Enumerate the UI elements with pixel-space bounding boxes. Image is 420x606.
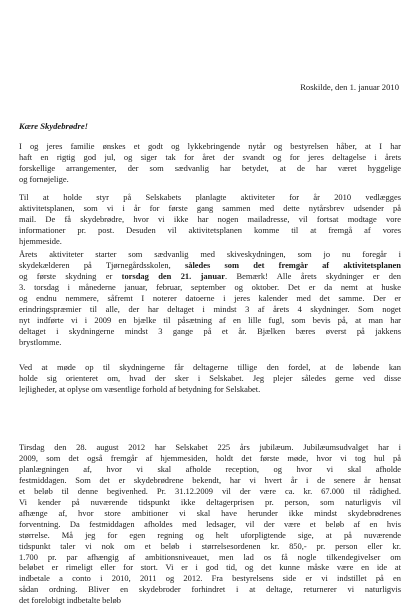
- paragraph-line: informationer pr. post. Desuden vil aktivitetsplanen komme til at fremgå af vores: [19, 224, 401, 235]
- letter-salutation: Kære Skydebrødre!: [19, 121, 88, 131]
- paragraph-line: indbetale a conto i 2010, 2011 og 2012. Fra bestyrelsens side er vi indstillet på en: [19, 573, 401, 584]
- paragraph-line: erindringspræmier til alle, der har deltaget i mindst 3 af årets 4 skydninger. Som noget: [19, 303, 401, 314]
- bold-emphasis: således som det fremgår af aktivitetsplanen: [184, 259, 401, 270]
- paragraph-line: mail. De få skydebrødre, hvor vi ikke har nogen mailadresse, vil fortsat modtage vore: [19, 213, 401, 224]
- paragraph-line: 3. torsdag i månederne januar, februar, september og oktober. Det er da nemt at huske: [19, 281, 401, 292]
- paragraph-line: festmiddagen. Som det er skydebrødrene bekendt, har vi hvert år i de senere år hensat: [19, 474, 401, 485]
- paragraph-line: I og jeres familie ønskes et godt og lykkebringende nytår og bestyrelsen håber, at I har: [19, 141, 401, 151]
- paragraph-line: holde sig orienteret om, hvad der sker i Selskabet. Jeg plejer således gerne ved disse: [19, 372, 401, 383]
- paragraph-line: Til at holde styr på Selskabets planlagte aktiviteter for år 2010 vedlægges: [19, 192, 401, 202]
- paragraph-activity-plan: [19, 192, 401, 247]
- paragraph-line: det forelobigt indbetalte beløb: [19, 595, 121, 606]
- paragraph-line: aktivitetsplanen, som vi i år for første gang sammen med dette nytårsbrev udsender på: [19, 202, 401, 213]
- paragraph-line: brystlomme.: [19, 336, 62, 347]
- paragraph-line: 2009, som det også fremgår af hjemmesiden, holdt det første møde, hvor vi tog hul på: [19, 452, 401, 463]
- paragraph-line: forventning. Da festmiddagen afholdes med ledsager, vil der være et beløb af en hvis: [19, 518, 401, 529]
- paragraph-line: Vi kender på nuværende tidspunkt ikke deltagerprisen pr. person, som naturligvis vil: [19, 496, 401, 507]
- paragraph-attendance-benefit: [19, 362, 401, 395]
- bold-emphasis: torsdag den 21. januar: [121, 270, 226, 281]
- paragraph-line: lejligheder, at oplyse om væsentlige forhold af betydning for Selskabet.: [19, 383, 261, 394]
- paragraph-shooting-schedule: [19, 249, 401, 348]
- paragraph-line: hjemmeside.: [19, 235, 62, 246]
- paragraph-line: Tirsdag den 28. august 2012 har Selskabet 225 års jubilæum. Jubilæumsudvalget har i: [19, 442, 401, 452]
- paragraph-line: Ved at møde op til skydningerne får deltagerne tillige den fordel, at de løbende kan: [19, 362, 401, 372]
- paragraph-greeting: [19, 141, 401, 185]
- paragraph-line: deltaget i skydningerne mindst 3 gange på et år. Bjælken bæres øverst på jakkens: [19, 325, 401, 336]
- paragraph-line: sådan ordning. Bliver en skydebroder forhindret i at deltage, returnerer vi naturligvis: [19, 584, 401, 595]
- paragraph-line: planlægningen af, hvor vi skal afholde reception, og hvor vi skal afholde: [19, 463, 401, 474]
- paragraph-line: størrelse. Må jeg for egen regning og helt uforpligtende sige, at på nuværende: [19, 529, 401, 540]
- paragraph-line: et beløb til denne begivenhed. Pr. 31.12.2009 vil der være ca. kr. 67.000 til rådighed.: [19, 485, 401, 496]
- paragraph-line: haft en rigtig god jul, og siger tak for året der svandt og for jeres deltagelse i årets: [19, 151, 401, 162]
- paragraph-line: og fornøjelige.: [19, 173, 69, 184]
- paragraph-line: tidspunkt taler vi nok om et beløb i størrelsesordenen kr. 850,- pr. person eller kr.: [19, 540, 401, 551]
- paragraph-line: Årets aktiviteter starter som sædvanlig med skiveskydningen, som jo nu foregår i: [19, 249, 401, 259]
- paragraph-line: beløbet er rimeligt eller for stort. Vi er i god tid, og det kunne måske være en ide at: [19, 562, 401, 573]
- paragraph-line: forskellige arrangementer, der som sædvanlig har betydet, at de har været hyggelige: [19, 162, 401, 173]
- paragraph-line: og første skydning er torsdag den 21. januar. Bemærk! Alle årets skydninger er den: [19, 270, 401, 281]
- paragraph-line: skydekælderen på Tjørnegårdsskolen, således som det fremgår af aktivitetsplanen: [19, 259, 401, 270]
- paragraph-line: og endnu nemmere, såfremt I noterer datoerne i jeres kalender med det samme. Der er: [19, 292, 401, 303]
- paragraph-line: afhænge af, hvor store ambitioner vi skal have herunder ikke mindst skydebrødrenes: [19, 507, 401, 518]
- letter-dateline: Roskilde, den 1. januar 2010: [300, 82, 399, 92]
- paragraph-line: nyt indførte vi i 2009 en bjælke til påsætning af en lille fugl, som bevis på, at man har: [19, 314, 401, 325]
- paragraph-line: 1.700 pr. par afhængig af ambitionsniveauet, men lad os få nogle tilkendegivelser om: [19, 551, 401, 562]
- paragraph-anniversary: [19, 442, 401, 606]
